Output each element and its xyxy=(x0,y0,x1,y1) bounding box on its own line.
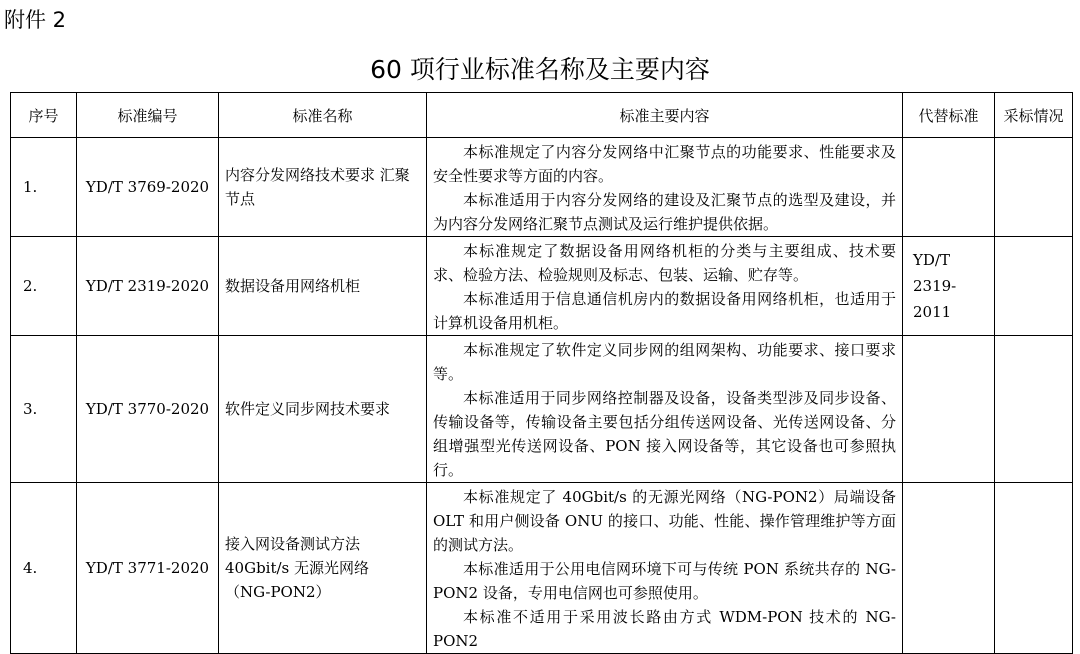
header-code: 标准编号 xyxy=(77,93,219,138)
content-paragraph: 本标准适用于同步网络控制器及设备，设备类型涉及同步设备、传输设备等，传输设备主要包括分组传送网设备、光传送网设备、分组增强型光传送网设备、PON 接入网设备等，其它设备也可参照执行。 xyxy=(433,389,896,479)
row-number: 2. xyxy=(11,237,77,336)
table-header-row xyxy=(11,93,1073,138)
replaced-standard-line: YD/T xyxy=(913,251,950,269)
standard-name: 内容分发网络技术要求 汇聚节点 xyxy=(219,138,427,237)
adoption-status xyxy=(995,483,1073,654)
content-paragraph: 本标准适用于内容分发网络的建设及汇聚节点的选型及建设，并为内容分发网络汇聚节点测试及运行维护提供依据。 xyxy=(433,191,896,233)
content-paragraph: 本标准适用于公用电信网环境下可与传统 PON 系统共存的 NG-PON2 设备，专用电信网也可参照使用。 xyxy=(433,560,896,602)
content-paragraph: 本标准规定了软件定义同步网的组网架构、功能要求、接口要求等。 xyxy=(433,341,896,383)
table-row xyxy=(11,138,1073,237)
standard-name: 软件定义同步网技术要求 xyxy=(219,336,427,483)
replaced-standard xyxy=(903,336,995,483)
row-number: 1. xyxy=(11,138,77,237)
content-paragraph: 本标准适用于信息通信机房内的数据设备用网络机柜，也适用于计算机设备用机柜。 xyxy=(433,290,896,332)
table-row xyxy=(11,336,1073,483)
standards-table xyxy=(10,92,1073,654)
table-row xyxy=(11,237,1073,336)
standard-content xyxy=(427,483,903,654)
adoption-status xyxy=(995,336,1073,483)
table-row xyxy=(11,483,1073,654)
standard-content xyxy=(427,336,903,483)
row-number: 4. xyxy=(11,483,77,654)
standard-name-line: （NG-PON2） xyxy=(225,583,331,601)
standard-content xyxy=(427,138,903,237)
standard-name-line: 接入网设备测试方法 xyxy=(225,535,361,553)
standard-code: YD/T 3771-2020 xyxy=(77,483,219,654)
standard-code: YD/T 3769-2020 xyxy=(77,138,219,237)
header-name: 标准名称 xyxy=(219,93,427,138)
page-title: 60 项行业标准名称及主要内容 xyxy=(370,55,710,84)
content-paragraph: 本标准规定了内容分发网络中汇聚节点的功能要求、性能要求及安全性要求等方面的内容。 xyxy=(433,143,896,185)
standard-code: YD/T 3770-2020 xyxy=(77,336,219,483)
standard-name-line: 40Gbit/s 无源光网络 xyxy=(225,559,370,577)
adoption-status xyxy=(995,237,1073,336)
standard-name xyxy=(219,483,427,654)
header-content: 标准主要内容 xyxy=(427,93,903,138)
header-replace: 代替标准 xyxy=(903,93,995,138)
content-paragraph: 本标准不适用于采用波长路由方式 WDM-PON 技术的 NG-PON2 xyxy=(433,608,896,650)
replaced-standard xyxy=(903,483,995,654)
standard-code: YD/T 2319-2020 xyxy=(77,237,219,336)
replaced-standard xyxy=(903,138,995,237)
content-paragraph: 本标准规定了数据设备用网络机柜的分类与主要组成、技术要求、检验方法、检验规则及标志、包装、运输、贮存等。 xyxy=(433,242,896,284)
adoption-status xyxy=(995,138,1073,237)
standard-name: 数据设备用网络机柜 xyxy=(219,237,427,336)
attachment-label: 附件 2 xyxy=(4,8,67,32)
standard-content xyxy=(427,237,903,336)
header-status: 采标情况 xyxy=(995,93,1073,138)
content-paragraph: 本标准规定了 40Gbit/s 的无源光网络（NG-PON2）局端设备 OLT 和用户侧设备 ONU 的接口、功能、性能、操作管理维护等方面的测试方法。 xyxy=(433,488,896,554)
row-number: 3. xyxy=(11,336,77,483)
header-no: 序号 xyxy=(11,93,77,138)
replaced-standard-line: 2319-2011 xyxy=(913,277,957,321)
replaced-standard xyxy=(903,237,995,336)
